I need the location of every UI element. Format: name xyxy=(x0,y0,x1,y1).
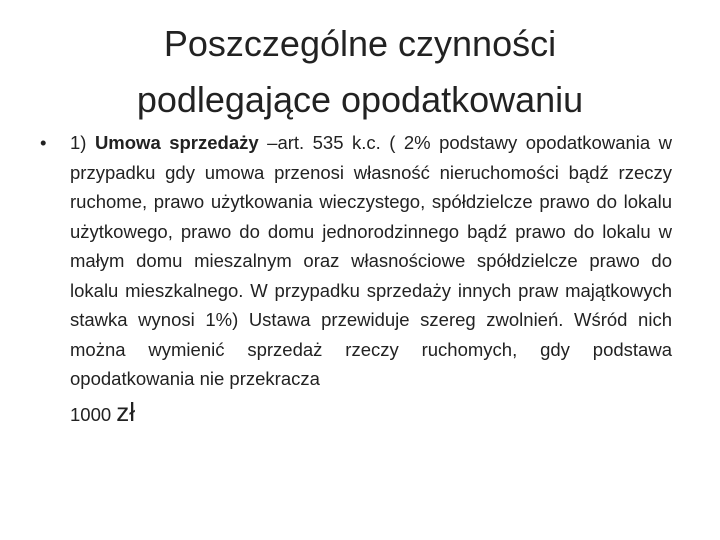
bullet-number: 1) xyxy=(70,132,87,153)
slide-body xyxy=(40,128,672,429)
bullet-currency: zł xyxy=(116,396,136,427)
bullet-amount-line xyxy=(70,398,672,430)
bullet-marker: • xyxy=(40,132,47,153)
bullet-item xyxy=(40,128,672,429)
bullet-bold-label: Umowa sprzedaży xyxy=(94,132,259,153)
bullet-text: –art. 535 k.c. ( 2% podstawy opodatkowania w przypadku gdy umowa przenosi własność nieruchomości bądź rzeczy ruchome, prawo użytkowania wieczystego, spółdzielcze prawo do lokalu użytkowego, prawo do domu jednorodzinnego bądź prawo do lokalu w małym domu mieszalnym oraz własnościowe spółdzielcze prawo do lokalu mieszkalnego. W przypadku sprzedaży innych praw majątkowych stawka wynosi 1%) Ustawa przewiduje szereg zwolnień. Wśród nich można wymienić sprzedaż rzeczy ruchomych, gdy podstawa opodatkowania nie przekracza xyxy=(70,132,673,389)
slide-title-line-2: podlegające opodatkowaniu xyxy=(136,79,584,120)
slide-title xyxy=(40,16,680,128)
bullet-amount: 1000 xyxy=(70,403,112,425)
slide-title-line-1: Poszczególne czynności xyxy=(163,23,557,64)
